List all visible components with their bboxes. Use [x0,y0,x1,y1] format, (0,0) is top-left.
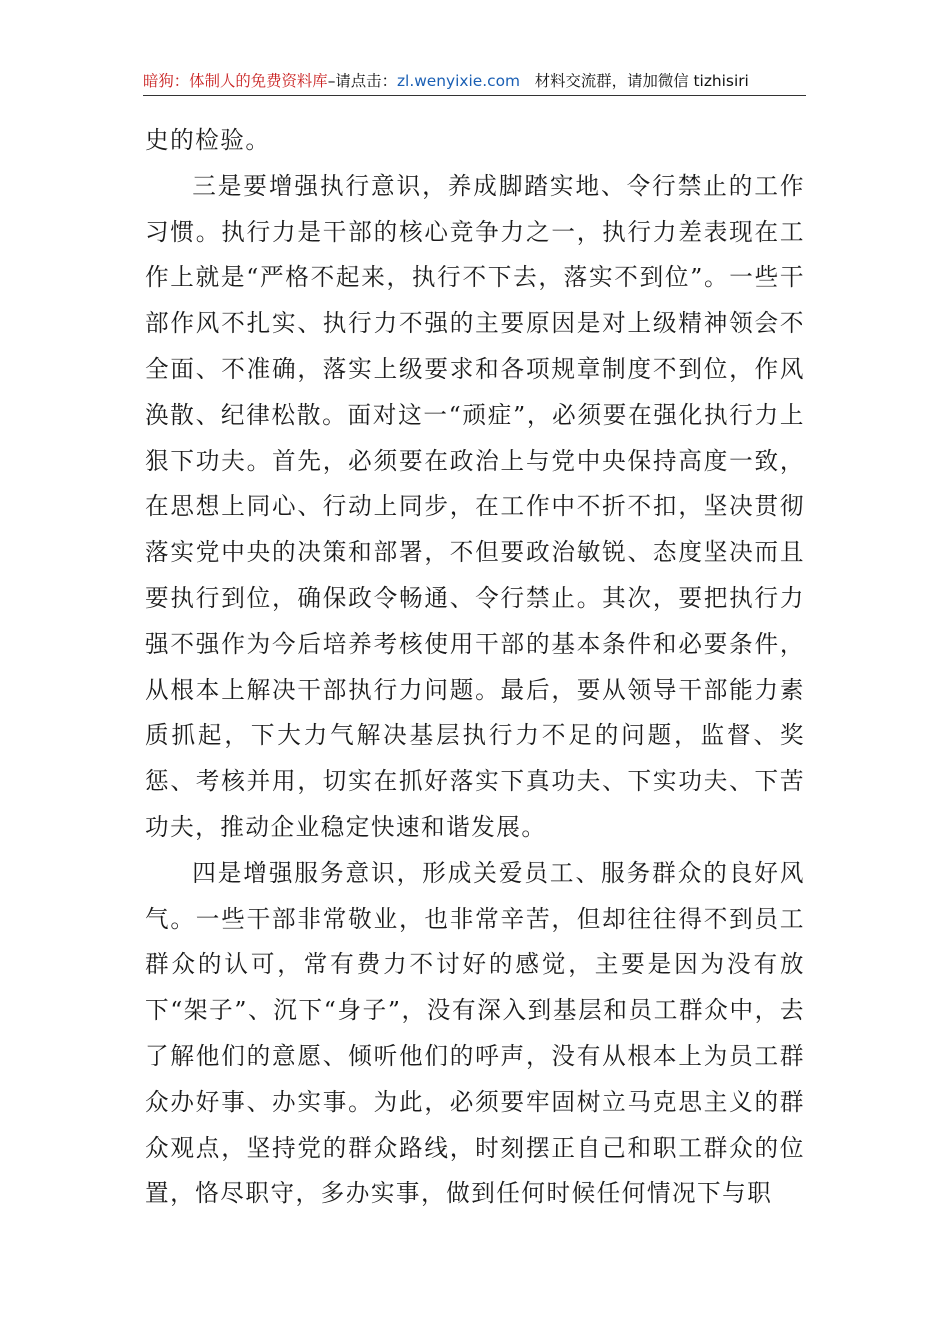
header-contact [520,72,749,90]
page-header [143,66,806,96]
header-brand: 暗狗：体制人的免费资料库 [143,72,328,90]
header-prompt: –请点击： [327,72,397,90]
document-body [145,118,805,1217]
continued-text: 史的检验。 [145,126,271,154]
header-contact-text: 材料交流群，请加微信 tizhisiri [534,72,749,90]
paragraph-execution: 三是要增强执行意识，养成脚踏实地、令行禁止的工作习惯。执行力是干部的核心竞争力之一，执行力差表现在工作上就是“严格不起来，执行不下去，落实不到位”。一些干部作风不扎实、执行力不强的主要原因是对上级精神领会不全面、不准确，落实上级要求和各项规章制度不到位，作风涣散、纪律松散。面对这一“顽症”，必须要在强化执行力上狠下功夫。首先，必须要在政治上与党中央保持高度一致，在思想上同心、行动上同步，在工作中不折不扣，坚决贯彻落实党中央的决策和部署，不但要政治敏锐、态度坚决而且要执行到位，确保政令畅通、令行禁止。其次，要把执行力强不强作为今后培养考核使用干部的基本条件和必要条件，从根本上解决干部执行力问题。最后，要从领导干部能力素质抓起，下大力气解决基层执行力不足的问题，监督、奖惩、考核并用，切实在抓好落实下真功夫、下实功夫、下苦功夫，推动企业稳定快速和谐发展。 [145,171,805,841]
paragraph-service: 四是增强服务意识，形成关爱员工、服务群众的良好风气。一些干部非常敬业，也非常辛苦，但却往往得不到员工群众的认可，常有费力不讨好的感觉，主要是因为没有放下“架子”、沉下“身子”，没有深入到基层和员工群众中，去了解他们的意愿、倾听他们的呼声，没有从根本上为员工群众办好事、办实事。为此，必须要牢固树立马克思主义的群众观点，坚持党的群众路线，时刻摆正自己和职工群众的位置，恪尽职守，多办实事，做到任何时候任何情况下与职 [145,858,805,1208]
header-divider [143,95,806,96]
header-url-link[interactable]: zl.wenyixie.com [396,72,521,90]
